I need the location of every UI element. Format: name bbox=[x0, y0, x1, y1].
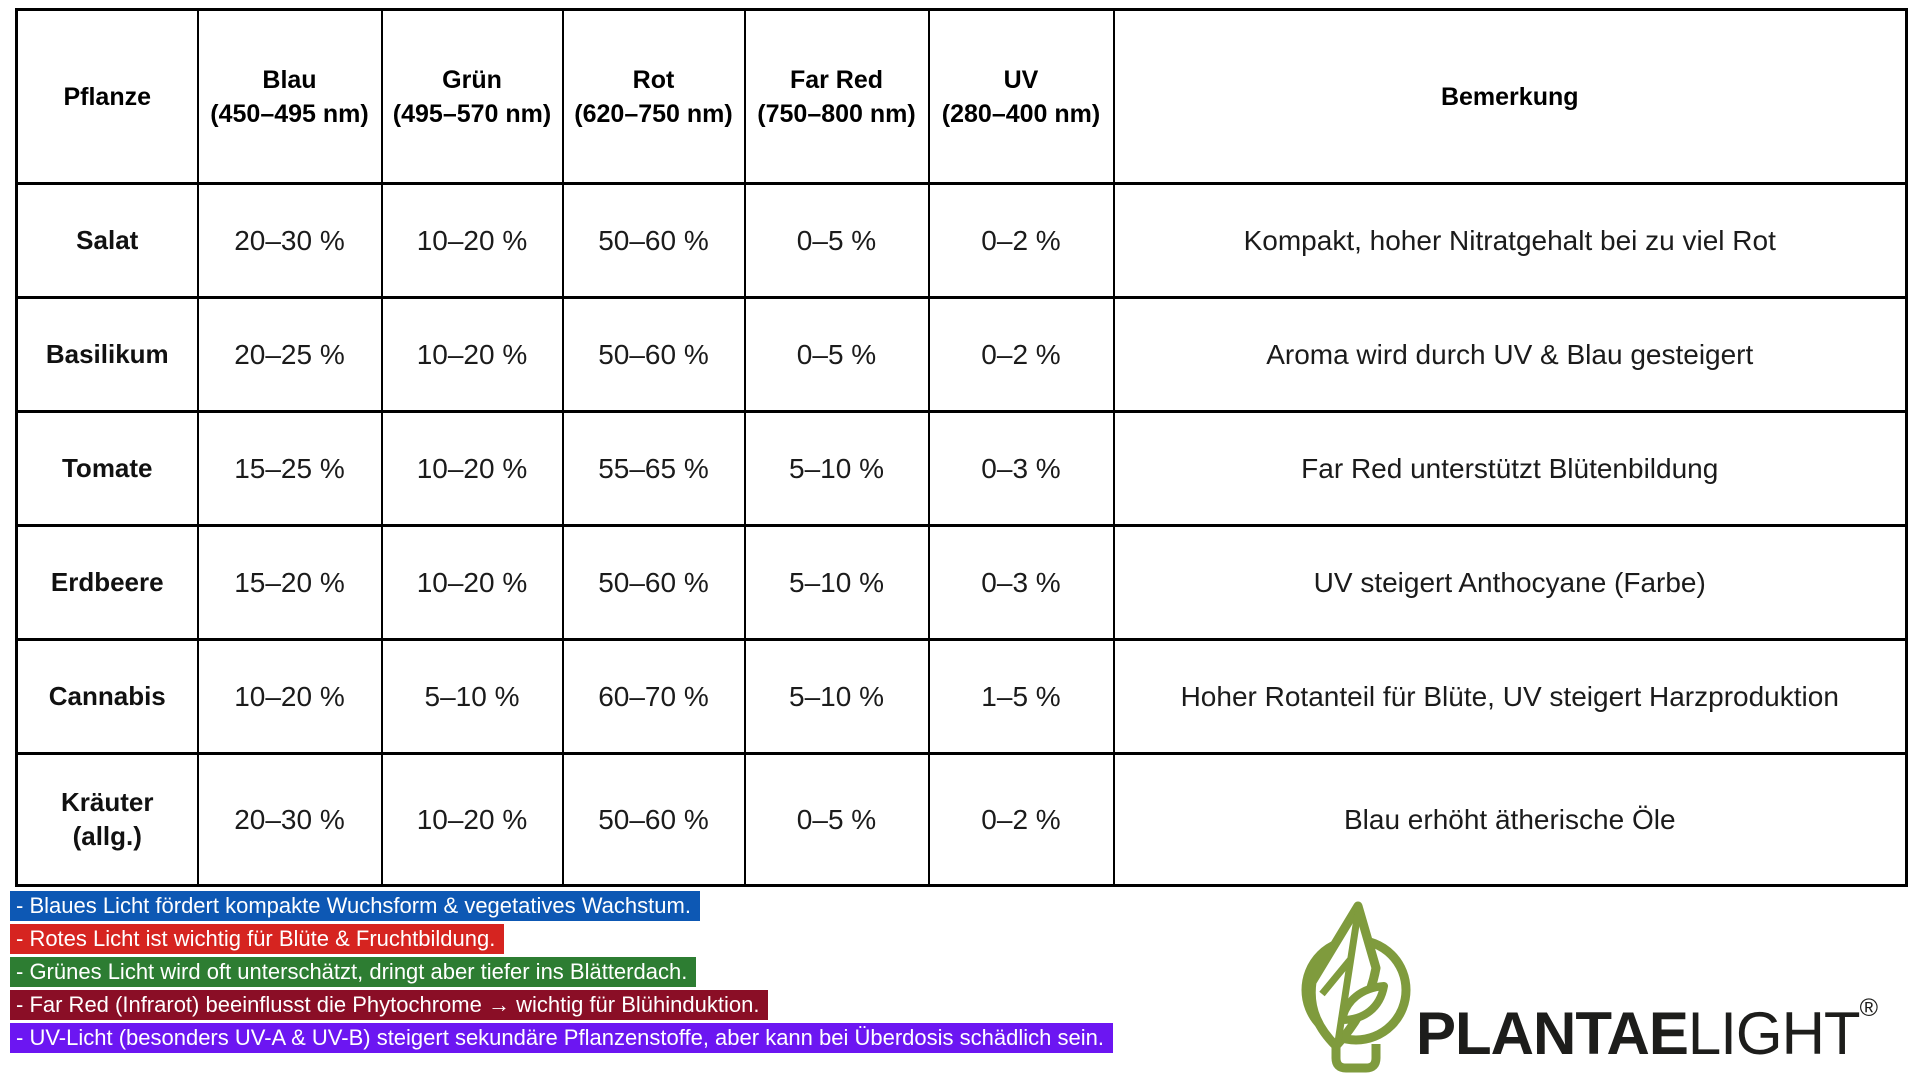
gruen-value: 10–20 % bbox=[382, 298, 563, 412]
bemerkung-text: UV steigert Anthocyane (Farbe) bbox=[1114, 526, 1907, 640]
blau-value: 10–20 % bbox=[198, 640, 382, 754]
rot-value: 50–60 % bbox=[563, 526, 745, 640]
note-blaues-licht: - Blaues Licht fördert kompakte Wuchsform & vegetatives Wachstum. bbox=[10, 891, 700, 921]
table-row-salat bbox=[17, 184, 1907, 298]
gruen-value: 10–20 % bbox=[382, 184, 563, 298]
header-bemerkung bbox=[1114, 10, 1907, 184]
header-label: Rot bbox=[632, 65, 675, 94]
table-row-cannabis bbox=[17, 640, 1907, 754]
table-row-tomate bbox=[17, 412, 1907, 526]
header-pflanze bbox=[17, 10, 198, 184]
note-rotes-licht: - Rotes Licht ist wichtig für Blüte & Fruchtbildung. bbox=[10, 924, 504, 954]
header-gruen bbox=[382, 10, 563, 184]
header-rot bbox=[563, 10, 745, 184]
header-uv bbox=[929, 10, 1114, 184]
uv-value: 0–3 % bbox=[929, 526, 1114, 640]
table-row-erdbeere bbox=[17, 526, 1907, 640]
farred-value: 5–10 % bbox=[745, 412, 929, 526]
legend-notes bbox=[10, 891, 1113, 1056]
blau-value: 20–25 % bbox=[198, 298, 382, 412]
header-label: UV bbox=[1003, 65, 1039, 94]
registered-mark: ® bbox=[1859, 994, 1879, 1022]
gruen-value: 10–20 % bbox=[382, 412, 563, 526]
uv-value: 0–2 % bbox=[929, 754, 1114, 886]
table-header-row bbox=[17, 10, 1907, 184]
brand-logo bbox=[1290, 898, 1878, 1076]
header-wavelength: (495–570 nm) bbox=[392, 99, 552, 128]
header-wavelength: (280–400 nm) bbox=[941, 99, 1101, 128]
farred-value: 5–10 % bbox=[745, 640, 929, 754]
header-label: Grün bbox=[442, 65, 502, 94]
blau-value: 20–30 % bbox=[198, 184, 382, 298]
brand-name-light: LIGHT bbox=[1687, 1000, 1860, 1067]
bemerkung-text: Blau erhöht ätherische Öle bbox=[1114, 754, 1907, 886]
rot-value: 50–60 % bbox=[563, 184, 745, 298]
note-uv-licht: - UV-Licht (besonders UV-A & UV-B) steigert sekundäre Pflanzenstoffe, aber kann bei Überdosis schädlich sein. bbox=[10, 1023, 1113, 1053]
uv-value: 0–2 % bbox=[929, 184, 1114, 298]
plant-name: Salat bbox=[17, 184, 198, 298]
leaf-bulb-icon bbox=[1290, 898, 1412, 1076]
header-wavelength: (450–495 nm) bbox=[210, 99, 369, 128]
table-row-kraeuter bbox=[17, 754, 1907, 886]
header-farred bbox=[745, 10, 929, 184]
rot-value: 55–65 % bbox=[563, 412, 745, 526]
header-label: Bemerkung bbox=[1440, 82, 1579, 111]
bemerkung-text: Aroma wird durch UV & Blau gesteigert bbox=[1114, 298, 1907, 412]
brand-wordmark bbox=[1416, 994, 1879, 1067]
plant-name: Basilikum bbox=[17, 298, 198, 412]
gruen-value: 5–10 % bbox=[382, 640, 563, 754]
farred-value: 5–10 % bbox=[745, 526, 929, 640]
rot-value: 50–60 % bbox=[563, 298, 745, 412]
brand-name-bold: PLANTAE bbox=[1416, 1000, 1688, 1067]
header-label: Pflanze bbox=[63, 82, 152, 111]
header-wavelength: (620–750 nm) bbox=[574, 99, 733, 128]
farred-value: 0–5 % bbox=[745, 184, 929, 298]
bemerkung-text: Hoher Rotanteil für Blüte, UV steigert Harzproduktion bbox=[1114, 640, 1907, 754]
bemerkung-text: Far Red unterstützt Blütenbildung bbox=[1114, 412, 1907, 526]
header-blau bbox=[198, 10, 382, 184]
header-wavelength: (750–800 nm) bbox=[757, 99, 916, 128]
rot-value: 50–60 % bbox=[563, 754, 745, 886]
uv-value: 0–2 % bbox=[929, 298, 1114, 412]
gruen-value: 10–20 % bbox=[382, 526, 563, 640]
uv-value: 1–5 % bbox=[929, 640, 1114, 754]
plant-name: Erdbeere bbox=[17, 526, 198, 640]
uv-value: 0–3 % bbox=[929, 412, 1114, 526]
note-gruenes-licht: - Grünes Licht wird oft unterschätzt, dringt aber tiefer ins Blätterdach. bbox=[10, 957, 696, 987]
header-label: Far Red bbox=[789, 65, 884, 94]
farred-value: 0–5 % bbox=[745, 754, 929, 886]
farred-value: 0–5 % bbox=[745, 298, 929, 412]
blau-value: 20–30 % bbox=[198, 754, 382, 886]
plant-name: Tomate bbox=[17, 412, 198, 526]
bemerkung-text: Kompakt, hoher Nitratgehalt bei zu viel Rot bbox=[1114, 184, 1907, 298]
table-row-basilikum bbox=[17, 298, 1907, 412]
plant-light-spectrum-table bbox=[15, 8, 1908, 887]
plant-name: Cannabis bbox=[17, 640, 198, 754]
header-label: Blau bbox=[262, 65, 317, 94]
rot-value: 60–70 % bbox=[563, 640, 745, 754]
blau-value: 15–25 % bbox=[198, 412, 382, 526]
note-far-red: - Far Red (Infrarot) beeinflusst die Phytochrome → wichtig für Blühinduktion. bbox=[10, 990, 768, 1020]
blau-value: 15–20 % bbox=[198, 526, 382, 640]
gruen-value: 10–20 % bbox=[382, 754, 563, 886]
plant-name: Kräuter (allg.) bbox=[17, 754, 198, 886]
